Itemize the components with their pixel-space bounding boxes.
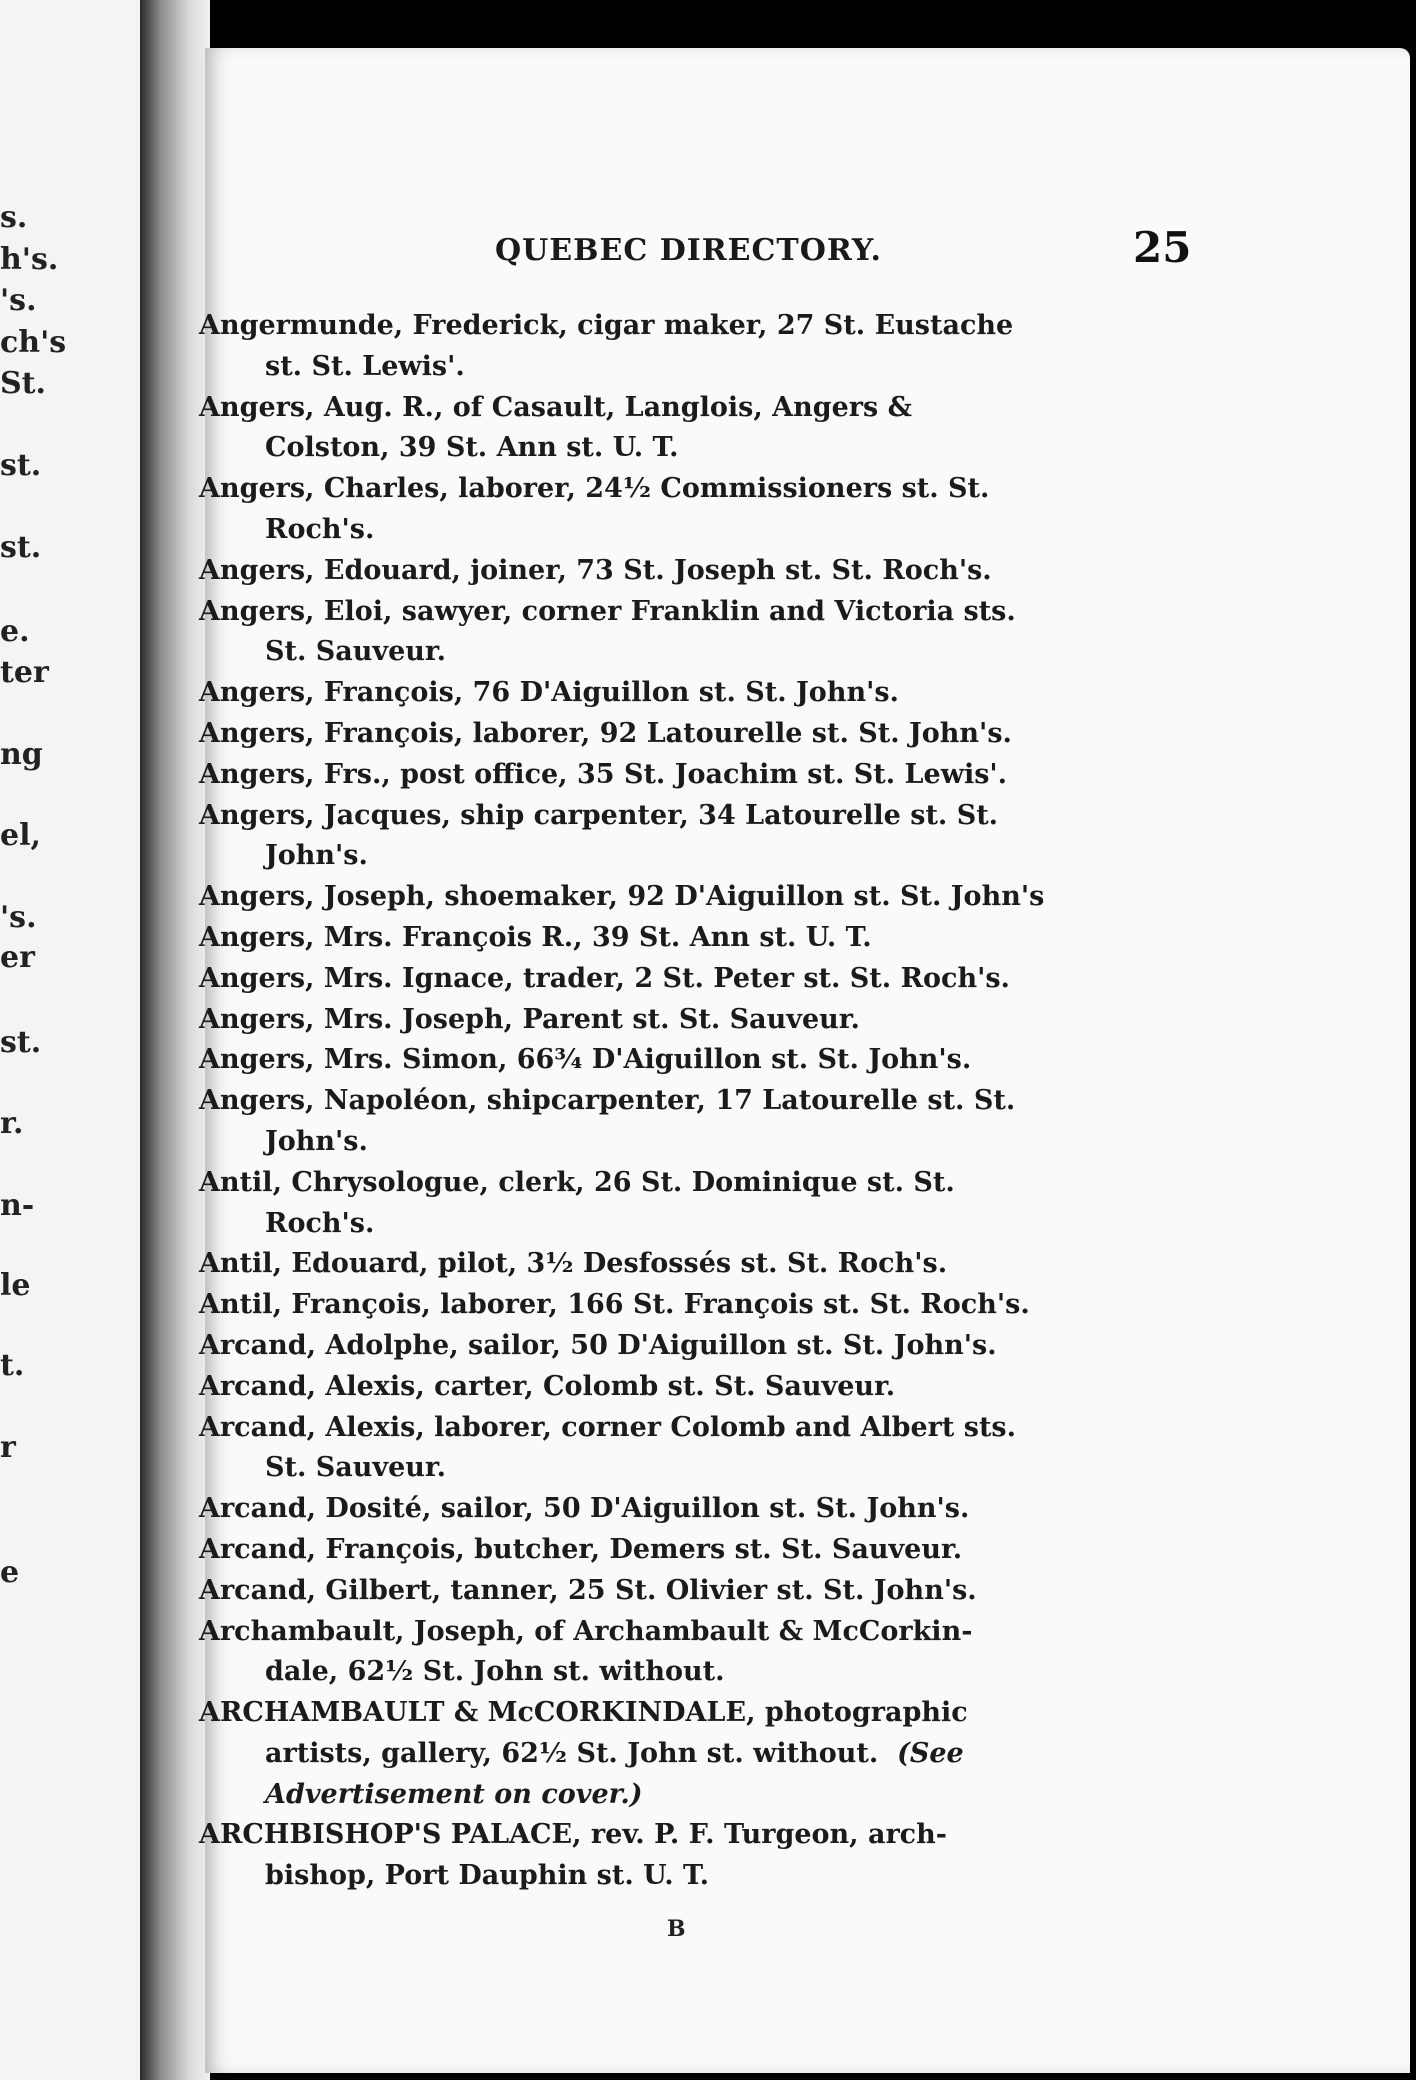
directory-entry bbox=[199, 959, 1184, 1000]
entry-line: Angers, Frs., post office, 35 St. Joachim st. St. Lewis'. bbox=[199, 758, 1008, 790]
entry-line: Arcand, Adolphe, sailor, 50 D'Aiguillon st. St. John's. bbox=[199, 1329, 997, 1361]
directory-entries bbox=[199, 306, 1184, 1897]
directory-entry bbox=[199, 1326, 1184, 1367]
entry-line: Arcand, Gilbert, tanner, 25 St. Olivier st. St. John's. bbox=[199, 1574, 977, 1606]
entry-line-text: artists, gallery, 62½ St. John st. without. bbox=[265, 1737, 879, 1769]
entry-line: Antil, Edouard, pilot, 3½ Desfossés st. St. Roch's. bbox=[199, 1248, 948, 1280]
entry-line: Angers, Mrs. Simon, 66¾ D'Aiguillon st. St. John's. bbox=[199, 1044, 972, 1076]
page-header bbox=[205, 223, 1385, 283]
entry-line: Angers, Aug. R., of Casault, Langlois, Angers & bbox=[199, 391, 912, 423]
facing-page-text: st. bbox=[0, 530, 42, 565]
entry-line: ARCHBISHOP'S PALACE, rev. P. F. Turgeon, arch- bbox=[199, 1819, 947, 1851]
facing-page-text: ng bbox=[0, 737, 43, 772]
entry-line: Archambault, Joseph, of Archambault & McCorkin- bbox=[199, 1615, 973, 1647]
entry-line: John's. bbox=[265, 840, 368, 872]
facing-page-text: n- bbox=[0, 1188, 35, 1223]
entry-line: Antil, Chrysologue, clerk, 26 St. Dominique st. St. bbox=[199, 1166, 955, 1198]
facing-page-text: h's. bbox=[0, 242, 59, 277]
entry-line: Colston, 39 St. Ann st. U. T. bbox=[265, 432, 679, 464]
entry-line: Arcand, François, butcher, Demers st. St. Sauveur. bbox=[199, 1533, 963, 1565]
entry-line: Angers, Eloi, sawyer, corner Franklin and Victoria sts. bbox=[199, 595, 1016, 627]
entry-line bbox=[265, 1775, 1184, 1816]
directory-entry bbox=[199, 306, 1184, 388]
directory-entry bbox=[199, 918, 1184, 959]
entry-line: St. Sauveur. bbox=[265, 636, 447, 668]
facing-page-text: ter bbox=[0, 655, 49, 690]
entry-line: dale, 62½ St. John st. without. bbox=[265, 1656, 725, 1688]
entry-line: Roch's. bbox=[265, 1207, 375, 1239]
directory-entry bbox=[199, 1367, 1184, 1408]
facing-page-text: 's. bbox=[0, 283, 37, 318]
entry-line: bishop, Port Dauphin st. U. T. bbox=[265, 1860, 710, 1892]
running-head: QUEBEC DIRECTORY. bbox=[495, 233, 882, 268]
directory-entry bbox=[199, 592, 1184, 674]
directory-entry bbox=[199, 755, 1184, 796]
facing-page-text: le bbox=[0, 1268, 31, 1303]
facing-page-edge bbox=[0, 0, 140, 2080]
facing-page-text: er bbox=[0, 940, 35, 975]
entry-line: Roch's. bbox=[265, 513, 375, 545]
entry-line: Antil, François, laborer, 166 St. François st. St. Roch's. bbox=[199, 1289, 1030, 1321]
directory-entry bbox=[199, 796, 1184, 878]
facing-page-text: e bbox=[0, 1555, 20, 1590]
entry-line: Angers, François, 76 D'Aiguillon st. St. John's. bbox=[199, 677, 899, 709]
directory-entry bbox=[199, 1163, 1184, 1245]
entry-line: Angers, Joseph, shoemaker, 92 D'Aiguillon st. St. John's bbox=[199, 881, 1045, 913]
entry-line: Angers, Mrs. Joseph, Parent st. St. Sauveur. bbox=[199, 1003, 860, 1035]
directory-entry bbox=[199, 1530, 1184, 1571]
entry-line: Angers, François, laborer, 92 Latourelle st. St. John's. bbox=[199, 717, 1012, 749]
page-number: 25 bbox=[1133, 223, 1192, 272]
directory-entry bbox=[199, 1489, 1184, 1530]
facing-page-text: st. bbox=[0, 1025, 42, 1060]
advertisement-note: (See bbox=[897, 1737, 964, 1769]
facing-page-text: ch's bbox=[0, 325, 67, 360]
entry-line: Arcand, Dosité, sailor, 50 D'Aiguillon st. St. John's. bbox=[199, 1493, 970, 1525]
directory-entry bbox=[199, 388, 1184, 470]
entry-line: Angers, Napoléon, shipcarpenter, 17 Latourelle st. St. bbox=[199, 1085, 1016, 1117]
advertisement-note: Advertisement on cover.) bbox=[265, 1778, 643, 1810]
facing-page-text: e. bbox=[0, 614, 30, 649]
entry-line: Arcand, Alexis, carter, Colomb st. St. Sauveur. bbox=[199, 1370, 896, 1402]
directory-entry bbox=[199, 1000, 1184, 1041]
facing-page-text: el, bbox=[0, 818, 41, 853]
directory-entry bbox=[199, 673, 1184, 714]
facing-page-text: r bbox=[0, 1430, 16, 1465]
directory-entry bbox=[199, 714, 1184, 755]
entry-line: Angermunde, Frederick, cigar maker, 27 St. Eustache bbox=[199, 310, 1014, 341]
entry-line: Angers, Mrs. François R., 39 St. Ann st. U. T. bbox=[199, 921, 872, 953]
directory-entry bbox=[199, 1040, 1184, 1081]
directory-entry bbox=[199, 1285, 1184, 1326]
directory-page bbox=[199, 48, 1410, 2073]
facing-page-text: st. bbox=[0, 448, 42, 483]
facing-page-text: St. bbox=[0, 366, 46, 401]
directory-entry bbox=[199, 1408, 1184, 1490]
directory-entry bbox=[199, 1815, 1184, 1897]
entry-line: ARCHAMBAULT & McCORKINDALE, photographic bbox=[199, 1697, 968, 1729]
entry-line: Arcand, Alexis, laborer, corner Colomb and Albert sts. bbox=[199, 1411, 1017, 1443]
signature-mark: B bbox=[667, 1916, 686, 1942]
facing-page-text: r. bbox=[0, 1106, 24, 1141]
directory-entry bbox=[199, 469, 1184, 551]
entry-line: John's. bbox=[265, 1125, 368, 1157]
directory-entry bbox=[199, 1081, 1184, 1163]
directory-entry bbox=[199, 877, 1184, 918]
entry-line bbox=[265, 1734, 1184, 1775]
entry-line: Angers, Charles, laborer, 24½ Commissioners st. St. bbox=[199, 473, 990, 505]
entry-line: Angers, Mrs. Ignace, trader, 2 St. Peter st. St. Roch's. bbox=[199, 962, 1010, 994]
directory-entry bbox=[199, 1693, 1184, 1815]
entry-line: st. St. Lewis'. bbox=[265, 350, 465, 382]
directory-entry bbox=[199, 1612, 1184, 1694]
entry-line: St. Sauveur. bbox=[265, 1452, 447, 1484]
entry-line: Angers, Edouard, joiner, 73 St. Joseph st. St. Roch's. bbox=[199, 554, 992, 586]
facing-page-text: s. bbox=[0, 200, 28, 235]
directory-entry bbox=[199, 1571, 1184, 1612]
facing-page-text: t. bbox=[0, 1348, 25, 1383]
facing-page-text: 's. bbox=[0, 900, 37, 935]
directory-entry bbox=[199, 551, 1184, 592]
entry-line: Angers, Jacques, ship carpenter, 34 Latourelle st. St. bbox=[199, 799, 999, 831]
directory-entry bbox=[199, 1244, 1184, 1285]
